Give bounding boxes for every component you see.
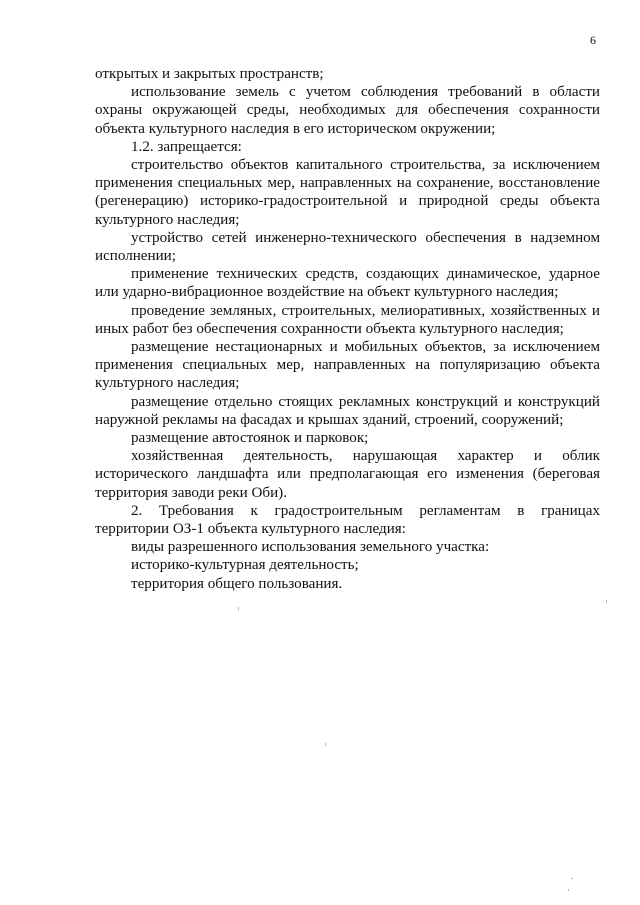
paragraph-technical-means: применение технических средств, создающих динамическое, ударное или ударно-вибрационное воздействие на объект культурного наследия; (95, 266, 600, 301)
paragraph-economic-activity: хозяйственная деятельность, нарушающая характер и облик исторического ландшафта или предполагающая его изменения (береговая территория заводи реки Оби). (95, 448, 600, 501)
page-number: 6 (590, 33, 596, 47)
paragraph-permitted-uses: виды разрешенного использования земельного участка: (131, 539, 490, 556)
paragraph-engineering-networks: устройство сетей инженерно-технического обеспечения в надземном исполнении; (95, 229, 600, 265)
scan-speck (606, 600, 607, 603)
paragraph-land-use: использование земель с учетом соблюдения требований в области охраны окружающей среды, необходимых для обеспечения сохранности объекта культурного наследия в его историческом окружении; (95, 84, 600, 137)
paragraph-parking: размещение автостоянок и парковок; (131, 430, 369, 447)
paragraph-section-2-heading: 2. Требования к градостроительным регламентам в границах территории ОЗ-1 объекта культурного наследия: (95, 502, 600, 538)
scan-speck (568, 889, 569, 891)
scan-speck (571, 878, 573, 879)
paragraph-continuation: открытых и закрытых пространств; (95, 66, 324, 82)
paragraph-non-stationary-objects: размещение нестационарных и мобильных объектов, за исключением применения специальных мер, направленных на популяризацию объекта культурного наследия; (95, 339, 600, 392)
paragraph-capital-construction: строительство объектов капитального строительства, за исключением применения специальных мер, направленных на сохранение, восстановление (регенерацию) историко-градостроительной и природной среды объекта культурного наследия; (95, 157, 600, 228)
paragraph-historical-cultural: историко-культурная деятельность; (131, 557, 359, 574)
paragraph-prohibited-heading: 1.2. запрещается: (131, 138, 242, 155)
paragraph-public-territory: территория общего пользования. (131, 575, 343, 592)
paragraph-advertising: размещение отдельно стоящих рекламных конструкций и конструкций наружной рекламы на фасадах и крышах зданий, строений, сооружений; (95, 393, 600, 428)
scan-speck (325, 743, 326, 746)
document-body (95, 65, 600, 593)
paragraph-earthworks: проведение земляных, строительных, мелиоративных, хозяйственных и иных работ без обеспечения сохранности объекта культурного наследия; (95, 302, 600, 337)
scan-speck (238, 607, 239, 610)
